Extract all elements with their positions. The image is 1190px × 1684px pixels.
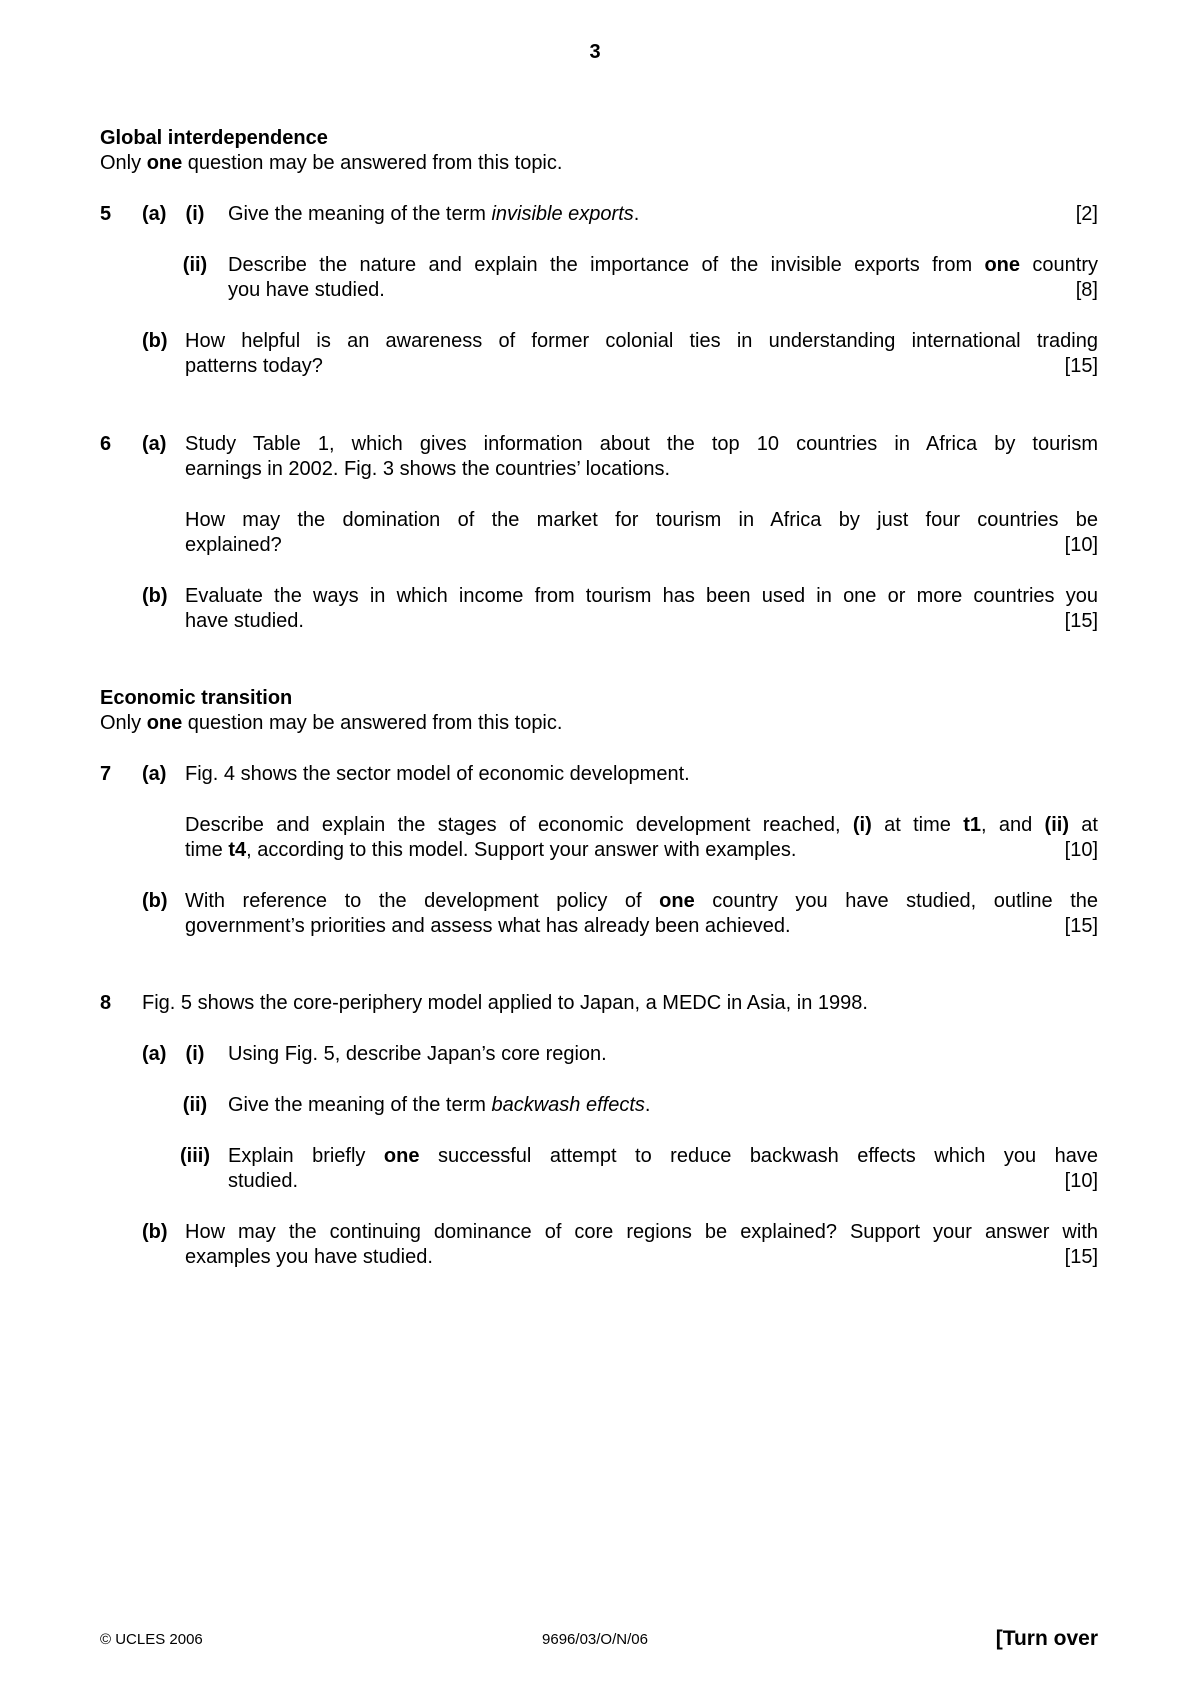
q7-a-mark: [10] — [1064, 839, 1098, 861]
q8-part-b-label: (b) — [142, 1221, 168, 1243]
q5-a-i-label: (i) — [185, 203, 205, 225]
section-title-economic: Economic transition — [100, 687, 293, 709]
q6-a-paragraph-2: How may the domination of the market for tourism in Africa by just four countries be explained? — [185, 509, 1098, 556]
q5-b-text: How helpful is an awareness of former colonial ties in understanding international trading patterns today? — [185, 330, 1098, 377]
q8-a-iii-label: (iii) — [180, 1145, 210, 1167]
section-note-economic: Only one question may be answered from this topic. — [100, 712, 563, 734]
q6-b-text: Evaluate the ways in which income from tourism has been used in one or more countries you have studied. — [185, 585, 1098, 632]
q8-a-iii-mark: [10] — [1064, 1170, 1098, 1192]
q5-a-ii-mark: [8] — [1075, 279, 1098, 301]
q8-a-i-text: Using Fig. 5, describe Japan’s core region. — [228, 1043, 607, 1065]
turn-over-label: [Turn over — [995, 1627, 1098, 1650]
q7-b-mark: [15] — [1064, 915, 1098, 937]
q5-part-b-label: (b) — [142, 330, 168, 352]
q6-a-mark: [10] — [1064, 534, 1098, 556]
q6-a-paragraph-1: Study Table 1, which gives information about the top 10 countries in Africa by tourism earnings in 2002. Fig. 3 shows the countries’ locations. — [185, 433, 1098, 480]
q7-a-paragraph-1: Fig. 4 shows the sector model of economic development. — [185, 763, 690, 785]
q8-a-ii-label: (ii) — [182, 1094, 208, 1116]
q8-a-i-label: (i) — [185, 1043, 205, 1065]
page-number: 3 — [589, 41, 601, 63]
footer-copyright: © UCLES 2006 — [100, 1631, 203, 1648]
q8-a-iii-text: Explain briefly one successful attempt to reduce backwash effects which you have studied. — [228, 1145, 1098, 1192]
question-number-5: 5 — [100, 203, 112, 225]
q6-b-mark: [15] — [1064, 610, 1098, 632]
q7-a-paragraph-2: Describe and explain the stages of economic development reached, (i) at time t1, and (ii) at time t4, according to this model. Support your answer with examples. — [185, 814, 1098, 861]
q7-part-a-label: (a) — [142, 763, 167, 785]
q8-intro: Fig. 5 shows the core-periphery model applied to Japan, a MEDC in Asia, in 1998. — [142, 992, 868, 1014]
q6-part-a-label: (a) — [142, 433, 167, 455]
question-number-8: 8 — [100, 992, 112, 1014]
q5-b-mark: [15] — [1064, 355, 1098, 377]
footer-code: 9696/03/O/N/06 — [542, 1631, 648, 1648]
q8-b-mark: [15] — [1064, 1246, 1098, 1268]
question-number-7: 7 — [100, 763, 112, 785]
section-title-global: Global interdependence — [100, 127, 328, 149]
q5-a-ii-label: (ii) — [182, 254, 208, 276]
section-note-global: Only one question may be answered from this topic. — [100, 152, 563, 174]
question-number-6: 6 — [100, 433, 112, 455]
q8-part-a-label: (a) — [142, 1043, 167, 1065]
q5-a-ii-text: Describe the nature and explain the importance of the invisible exports from one country you have studied. — [228, 254, 1098, 301]
q8-a-ii-text: Give the meaning of the term backwash effects. — [228, 1094, 651, 1116]
q7-b-text: With reference to the development policy of one country you have studied, outline the government’s priorities and assess what has already been achieved. — [185, 890, 1098, 937]
q5-part-a-label: (a) — [142, 203, 167, 225]
q8-b-text: How may the continuing dominance of core regions be explained? Support your answer with examples you have studied. — [185, 1221, 1098, 1268]
q5-a-i-text: Give the meaning of the term invisible exports. — [228, 203, 640, 225]
q7-part-b-label: (b) — [142, 890, 168, 912]
q6-part-b-label: (b) — [142, 585, 168, 607]
q5-a-i-mark: [2] — [1075, 203, 1098, 225]
